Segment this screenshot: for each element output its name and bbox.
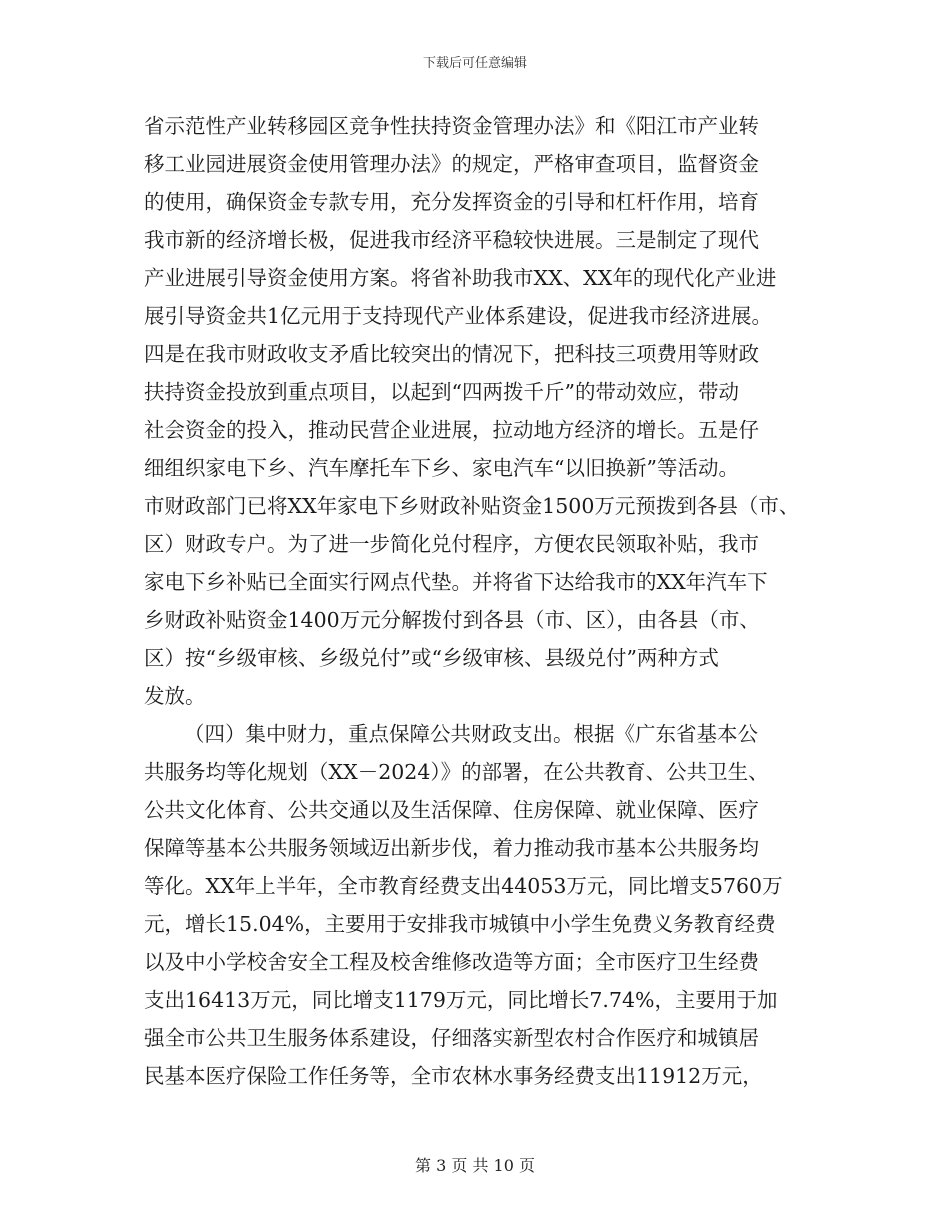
- text-line: 公共文化体育、公共交通以及生活保障、住房保障、就业保障、医疗: [144, 798, 759, 822]
- text-line: 支出16413万元，同比增支1179万元，同比增长7.74%，主要用于加: [144, 988, 778, 1012]
- text-line: 元，增长15.04%，主要用于安排我市城镇中小学生免费义务教育经费: [144, 912, 776, 936]
- text-line: 等化。XX年上半年，全市教育经费支出44053万元，同比增支5760万: [144, 874, 783, 898]
- text-line: 市财政部门已将XX年家电下乡财政补贴资金1500万元预拨到各县（市、: [144, 494, 800, 518]
- text-line: 社会资金的投入，推动民营企业进展，拉动地方经济的增长。五是仔: [144, 418, 759, 442]
- text-line: 我市新的经济增长极，促进我市经济平稳较快进展。三是制定了现代: [144, 228, 759, 252]
- text-line: 保障等基本公共服务领域迈出新步伐，着力推动我市基本公共服务均: [144, 836, 759, 860]
- text-line: 乡财政补贴资金1400万元分解拨付到各县（市、区），由各县（市、: [144, 608, 760, 632]
- page-header: 下载后可任意编辑: [422, 56, 527, 71]
- text-line: 四是在我市财政收支矛盾比较突出的情况下，把科技三项费用等财政: [144, 342, 759, 366]
- section-heading-line: （四）集中财力，重点保障公共财政支出。根据《广东省基本公: [184, 722, 758, 746]
- text-line: 省示范性产业转移园区竞争性扶持资金管理办法》和《阳江市产业转: [144, 114, 759, 138]
- text-line: 展引导资金共1亿元用于支持现代产业体系建设，促进我市经济进展。: [144, 304, 773, 328]
- text-line: 共服务均等化规划（XX－2024）》的部署，在公共教育、公共卫生、: [144, 760, 769, 784]
- page-number-footer: 第 3 页 共 10 页: [415, 1156, 535, 1175]
- text-line: 发放。: [144, 684, 206, 708]
- text-line: 强全市公共卫生服务体系建设，仔细落实新型农村合作医疗和城镇居: [144, 1026, 759, 1050]
- text-line: 移工业园进展资金使用管理办法》的规定，严格审查项目，监督资金: [144, 152, 759, 176]
- text-line: 细组织家电下乡、汽车摩托车下乡、家电汽车“以旧换新”等活动。: [144, 456, 739, 480]
- text-line: 扶持资金投放到重点项目，以起到“四两拨千斤”的带动效应，带动: [144, 380, 739, 404]
- text-line: 的使用，确保资金专款专用，充分发挥资金的引导和杠杆作用，培育: [144, 190, 759, 214]
- document-body: [144, 107, 814, 1095]
- text-line: 产业进展引导资金使用方案。将省补助我市XX、XX年的现代化产业进: [144, 266, 777, 290]
- text-line: 以及中小学校舍安全工程及校舍维修改造等方面；全市医疗卫生经费: [144, 950, 759, 974]
- text-line: 民基本医疗保险工作任务等，全市农林水事务经费支出11912万元，: [144, 1064, 763, 1088]
- text-line: 家电下乡补贴已全面实行网点代垫。并将省下达给我市的XX年汽车下: [144, 570, 768, 594]
- text-line: 区）财政专户。为了进一步简化兑付程序，方便农民领取补贴，我市: [144, 532, 759, 556]
- text-line: 区）按“乡级审核、乡级兑付”或“乡级审核、县级兑付”两种方式: [144, 646, 719, 670]
